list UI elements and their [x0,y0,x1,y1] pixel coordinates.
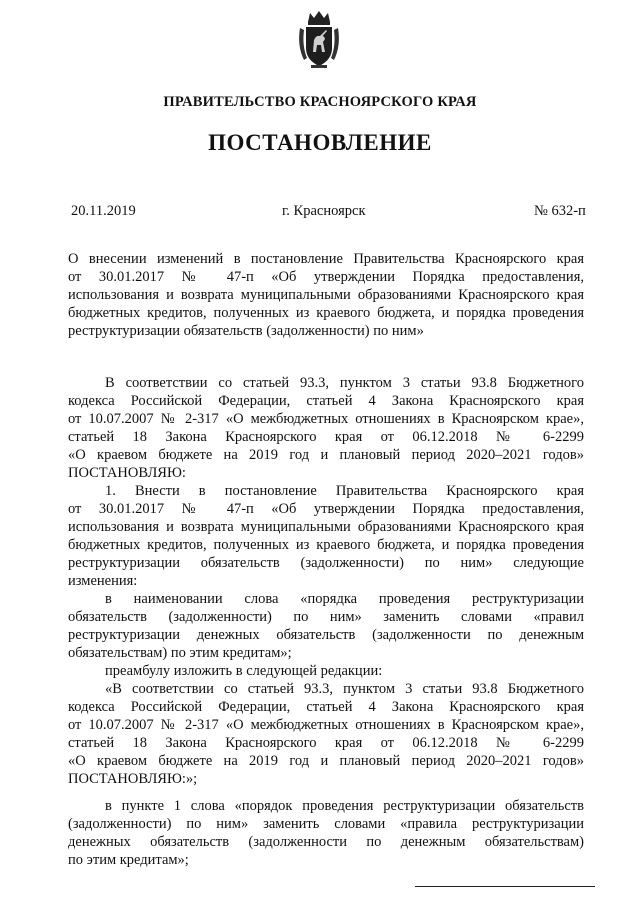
body-line: «О краевом бюджете на 2019 год и плановый период 2020–2021 годов» [68,753,584,769]
document-number: № 632-п [534,203,586,219]
body-line: реструктуризации обязательств (задолженности) по ним» следующие [68,555,584,571]
footer-divider [415,886,595,887]
body-line: (задолженности) по ним» заменить словами «правила реструктуризации [68,816,584,832]
title-line: О внесении изменений в постановление Правительства Красноярского края [68,251,584,267]
body-line: статьей 18 Закона Красноярского края от 06.12.2018 № 6-2299 [68,429,584,445]
coat-of-arms-emblem [296,8,342,70]
body-line: в пункте 1 слова «порядок проведения реструктуризации обязательств [105,798,584,814]
body-line: в наименовании слова «порядка проведения реструктуризации [105,591,584,607]
body-line: бюджетных кредитов, полученных из краевого бюджета, и порядка проведения [68,537,584,553]
body-line: использования и возврата муниципальными образованиями Красноярского края [68,519,584,535]
body-line: 1. Внести в постановление Правительства Красноярского края [105,483,584,499]
body-line: ПОСТАНОВЛЯЮ:»; [68,771,198,787]
body-line: денежных обязательств (задолженности по денежным обязательствам) [68,834,584,850]
title-line: от 30.01.2017 № 47-п «Об утверждении Порядка предоставления, [68,269,584,285]
title-line: реструктуризации обязательств (задолженности) по ним» [68,323,424,339]
document-date: 20.11.2019 [71,203,136,219]
body-line: В соответствии со статьей 93.3, пунктом 3 статьи 93.8 Бюджетного [105,375,584,391]
title-line: бюджетных кредитов, полученных из краевого бюджета, и порядка проведения [68,305,584,321]
document-city: г. Красноярск [282,203,366,219]
document-type: ПОСТАНОВЛЕНИЕ [208,130,432,155]
body-line: обязательств (задолженности) по ним» заменить словами «правил [68,609,584,625]
body-line: ПОСТАНОВЛЯЮ: [68,465,186,481]
body-line: реструктуризации денежных обязательств (задолженности по денежным [68,627,584,643]
body-line: статьей 18 Закона Красноярского края от 06.12.2018 № 6-2299 [68,735,584,751]
body-line: от 30.01.2017 № 47-п «Об утверждении Порядка предоставления, [68,501,584,517]
body-line: от 10.07.2007 № 2-317 «О межбюджетных отношениях в Красноярском крае», [68,411,584,427]
title-line: использования и возврата муниципальными образованиями Красноярского края [68,287,584,303]
body-line: «О краевом бюджете на 2019 год и плановый период 2020–2021 годов» [68,447,584,463]
organization-name: ПРАВИТЕЛЬСТВО КРАСНОЯРСКОГО КРАЯ [163,94,477,110]
body-line: кодекса Российской Федерации, статьей 4 Закона Красноярского края [68,393,584,409]
body-line: обязательствам) по этим кредитам»; [68,645,292,661]
body-line: от 10.07.2007 № 2-317 «О межбюджетных отношениях в Красноярском крае», [68,717,584,733]
body-line: «В соответствии со статьей 93.3, пунктом 3 статьи 93.8 Бюджетного [105,681,584,697]
body-line: преамбулу изложить в следующей редакции: [105,663,383,679]
body-line: кодекса Российской Федерации, статьей 4 Закона Красноярского края [68,699,584,715]
body-line: изменения: [68,573,138,589]
body-line: по этим кредитам»; [68,852,189,868]
